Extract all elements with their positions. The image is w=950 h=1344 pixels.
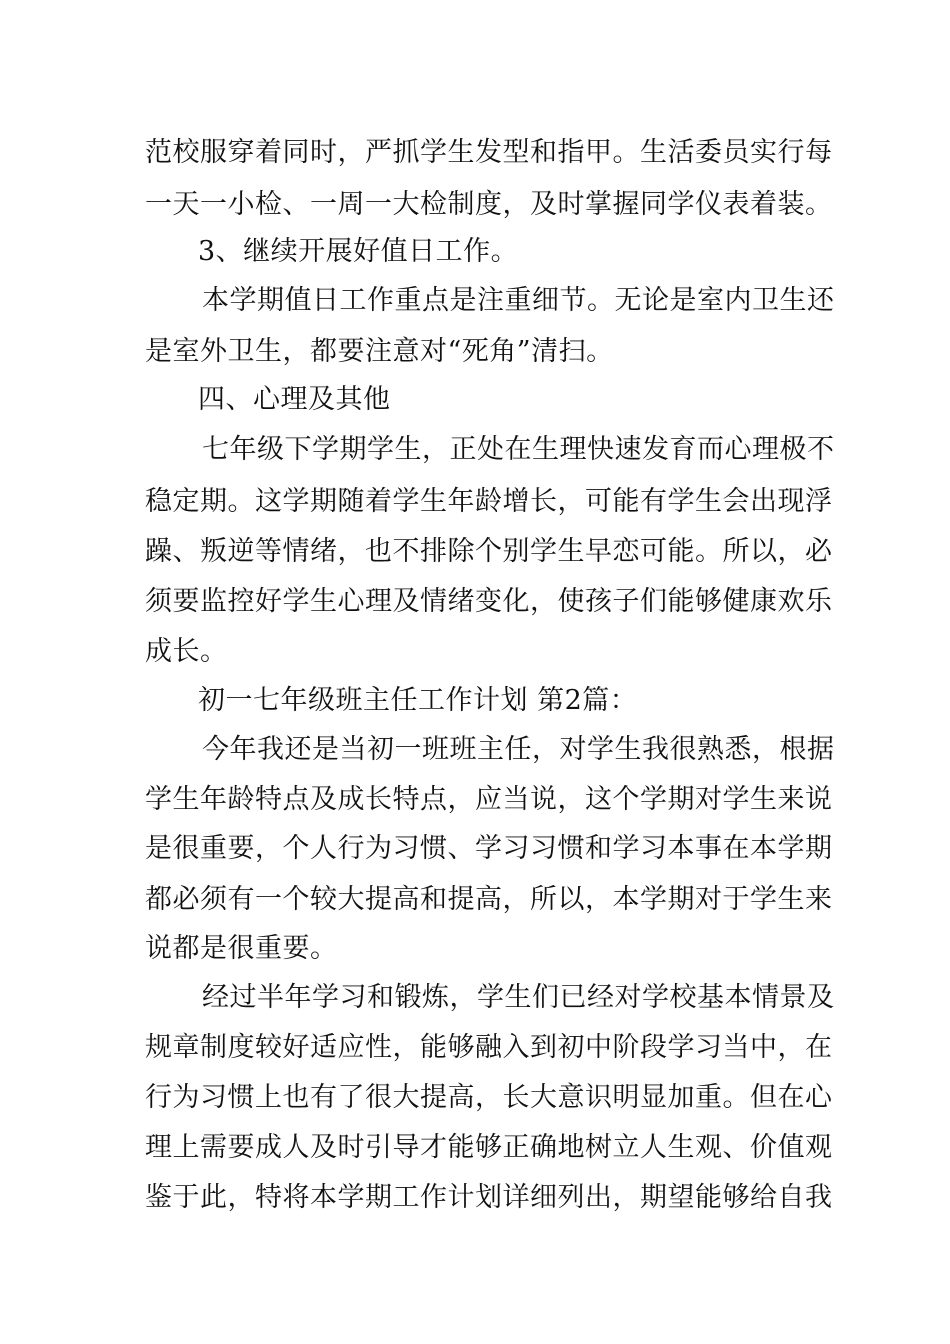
text-line: 是室外卫生，都要注意对“死角”清扫。 xyxy=(145,336,614,367)
text-line: 都必须有一个较大提高和提高，所以，本学期对于学生来 xyxy=(145,884,833,915)
text-line: 说都是很重要。 xyxy=(145,933,338,964)
text-line: 是很重要，个人行为习惯、学习习惯和学习本事在本学期 xyxy=(145,833,833,864)
text-line: 躁、叛逆等情绪，也不排除个别学生早恋可能。所以，必 xyxy=(145,536,833,567)
list-item-heading: 3、继续开展好值日工作。 xyxy=(198,236,519,267)
text-line: 学生年龄特点及成长特点，应当说，这个学期对学生来说 xyxy=(145,784,833,815)
text-line: 规章制度较好适应性，能够融入到初中阶段学习当中，在 xyxy=(145,1032,833,1063)
text-line: 行为习惯上也有了很大提高，长大意识明显加重。但在心 xyxy=(145,1082,833,1113)
text-line: 鉴于此，特将本学期工作计划详细列出，期望能够给自我 xyxy=(145,1182,833,1213)
text-line: 范校服穿着同时，严抓学生发型和指甲。生活委员实行每 xyxy=(145,137,833,168)
section-heading: 四、心理及其他 xyxy=(198,384,391,415)
text-line: 一天一小检、一周一大检制度，及时掌握同学仪表着装。 xyxy=(145,189,833,220)
text-line: 理上需要成人及时引导才能够正确地树立人生观、价值观 xyxy=(145,1132,833,1163)
paragraph-start: 七年级下学期学生，正处在生理快速发育而心理极不 xyxy=(202,434,835,465)
text-line: 成长。 xyxy=(145,636,228,667)
text-line: 须要监控好学生心理及情绪变化，使孩子们能够健康欢乐 xyxy=(145,586,833,617)
paragraph-start: 经过半年学习和锻炼，学生们已经对学校基本情景及 xyxy=(202,982,835,1013)
paragraph-start: 本学期值日工作重点是注重细节。无论是室内卫生还 xyxy=(202,285,835,316)
article-heading: 初一七年级班主任工作计划 第2篇： xyxy=(198,685,638,716)
paragraph-start: 今年我还是当初一班班主任，对学生我很熟悉，根据 xyxy=(202,734,835,765)
text-line: 稳定期。这学期随着学生年龄增长，可能有学生会出现浮 xyxy=(145,486,833,517)
